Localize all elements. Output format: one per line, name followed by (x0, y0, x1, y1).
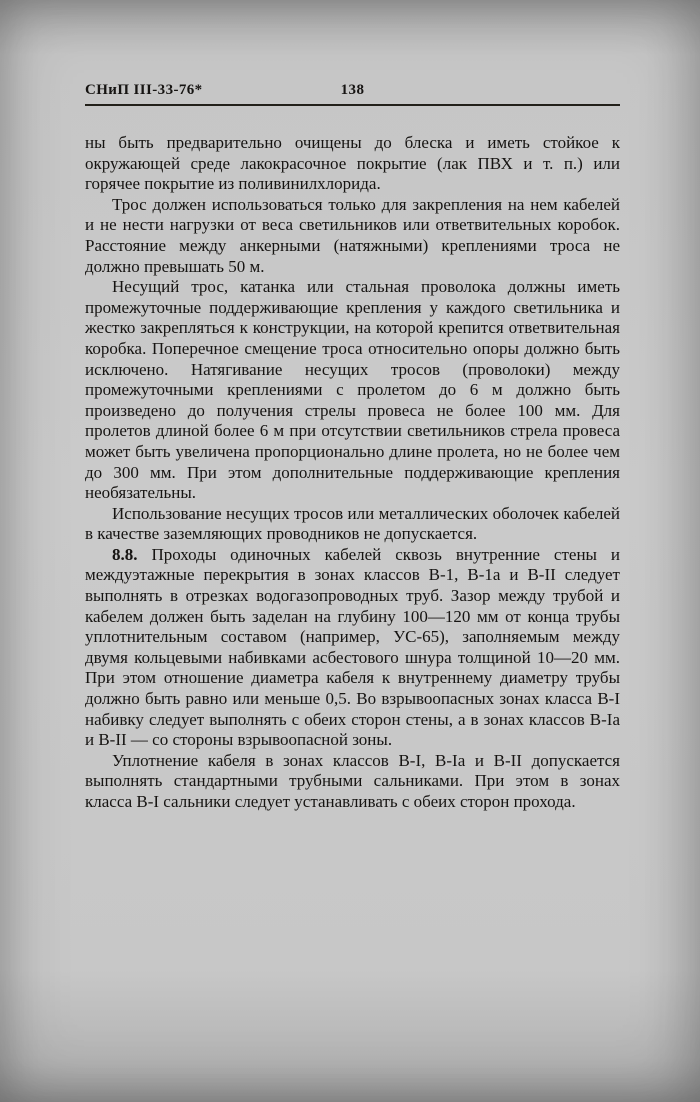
paragraph (85, 133, 620, 195)
paragraph-text: Уплотнение кабеля в зонах классов В-I, В-Iа и В-II допускается выполнять стандартными трубными сальниками. При этом в зонах класса В-I сальники следует устанавливать с обеих сторон прохода. (85, 750, 620, 811)
page-header (85, 82, 620, 102)
page-number: 138 (340, 82, 365, 98)
doc-code: СНиП III-33-76* (85, 82, 203, 98)
paragraph-text: Проходы одиночных кабелей сквозь внутренние стены и междуэтажные перекрытия в зонах классов В-1, В-1а и В-II следует выполнять в отрезках водогазопроводных труб. Зазор между трубой и кабелем должен быть заделан на глубину 100—120 мм от конца трубы уплотнительным составом (например, УС-65), заполняемым между двумя кольцевыми набивками асбестового шнура толщиной 10—20 мм. При этом отношение диаметра кабеля к внутреннему диаметру трубы должно быть равно или меньше 0,5. Во взрывоопасных зонах класса В-I набивку следует выполнять с обеих сторон стены, а в зонах классов В-Iа и В-II — со стороны взрывоопасной зоны. (85, 544, 621, 750)
section-number: 8.8. (112, 544, 138, 564)
paragraph-text: ны быть предварительно очищены до блеска и иметь стойкое к окружающей среде лакокрасочное покрытие (лак ПВХ и т. п.) или горячее покрытие из поливинилхлорида. (85, 133, 620, 194)
paragraph-text: Несущий трос, катанка или стальная проволока должны иметь промежуточные поддерживающие крепления у каждого светильника и жестко закрепляться к конструкции, на которой крепится ответвительная коробка. Поперечное смещение троса относительно опоры должно быть исключено. Натягивание несущих тросов (проволоки) между промежуточными креплениями с пролетом до 6 м должно быть произведено до получения стрелы провеса не более 100 мм. Для пролетов длиной более 6 м при отсутствии светильников стрела провеса может быть увеличена пропорционально длине пролета, но не более чем до 300 мм. При этом дополнительные поддерживающие крепления необязательны. (85, 277, 620, 503)
paragraph (85, 545, 620, 751)
paragraph (85, 195, 620, 277)
paragraph (85, 277, 620, 504)
text-block (85, 133, 620, 813)
paragraph-text: Использование несущих тросов или металлических оболочек кабелей в качестве заземляющих проводников не допускается. (85, 503, 620, 544)
paragraph (85, 504, 620, 545)
paragraph-text: Трос должен использоваться только для закрепления на нем кабелей и не нести нагрузки от веса светильников или ответвительных коробок. Расстояние между анкерными (натяжными) креплениями троса не должно превышать 50 м. (85, 194, 620, 276)
paragraph (85, 751, 620, 813)
header-rule (85, 104, 620, 106)
page-content (85, 82, 620, 813)
